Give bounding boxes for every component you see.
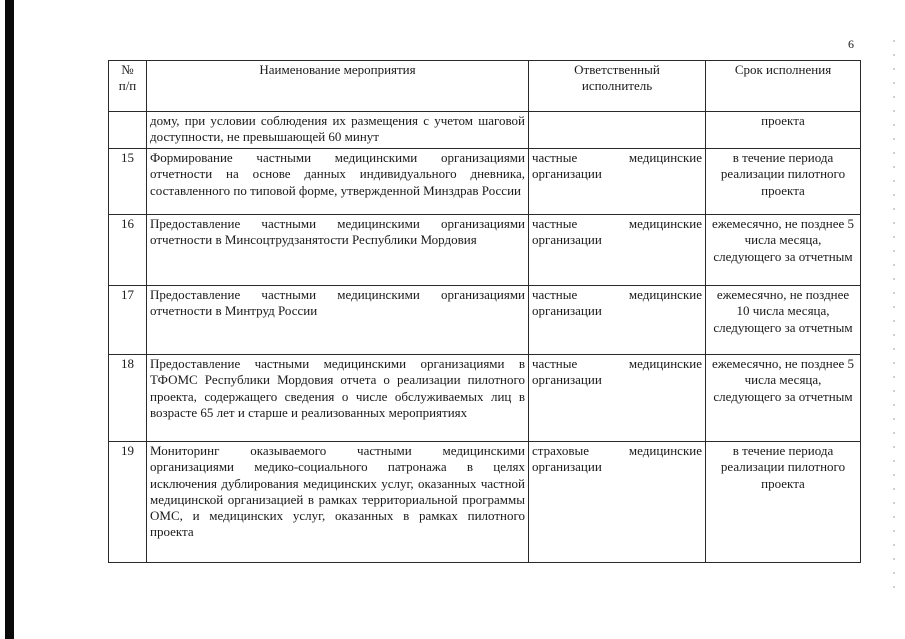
header-num: № п/п: [109, 61, 147, 112]
row-num: 15: [109, 149, 147, 215]
row-responsible: частные медицинские организации: [529, 149, 706, 215]
row-num: 19: [109, 442, 147, 563]
row-name: Мониторинг оказываемого частными медицинскими организациями медико-социального патронажа в целях исключения дублирования медицинских услуг, оказанных частной медицинской организацией в рамках территориальной программы ОМС, и медицинских услуг, оказанных в рамках пилотного проекта: [147, 442, 529, 563]
row-name: дому, при условии соблюдения их размещения с учетом шаговой доступности, не превышающей 60 минут: [147, 112, 529, 149]
row-name: Предоставление частными медицинскими организациями в ТФОМС Республики Мордовия отчета о реализации пилотного проекта, содержащего сведения о числе обслуживаемых лиц в возрасте 65 лет и старше и реализованных мероприятиях: [147, 355, 529, 442]
row-num: 17: [109, 286, 147, 355]
row-responsible: [529, 112, 706, 149]
row-term: ежемесячно, не позднее 5 числа месяца, следующего за отчетным: [706, 355, 861, 442]
table-row: [109, 442, 861, 563]
row-name: Формирование частными медицинскими организациями отчетности на основе данных индивидуального дневника, составленного по типовой форме, утвержденной Минздрав России: [147, 149, 529, 215]
row-num: [109, 112, 147, 149]
table-header-row: [109, 61, 861, 112]
row-responsible: частные медицинские организации: [529, 355, 706, 442]
row-num: 16: [109, 215, 147, 286]
row-term: ежемесячно, не позднее 5 числа месяца, следующего за отчетным: [706, 215, 861, 286]
header-responsible: Ответственный исполнитель: [529, 61, 706, 112]
events-table: [108, 60, 861, 563]
row-name: Предоставление частными медицинскими организациями отчетности в Минсоцтрудзанятости Республики Мордовия: [147, 215, 529, 286]
row-term: проекта: [706, 112, 861, 149]
table-row: [109, 286, 861, 355]
table-row: [109, 215, 861, 286]
table-row: [109, 149, 861, 215]
row-term: ежемесячно, не позднее 10 числа месяца, следующего за отчетным: [706, 286, 861, 355]
table-row: [109, 355, 861, 442]
row-responsible: частные медицинские организации: [529, 215, 706, 286]
header-term: Срок исполнения: [706, 61, 861, 112]
table-row: [109, 112, 861, 149]
page-number: 6: [848, 37, 854, 51]
row-term: в течение периода реализации пилотного проекта: [706, 442, 861, 563]
row-responsible: страховые медицинские организации: [529, 442, 706, 563]
row-responsible: частные медицинские организации: [529, 286, 706, 355]
row-name: Предоставление частными медицинскими организациями отчетности в Минтруд России: [147, 286, 529, 355]
header-name: Наименование мероприятия: [147, 61, 529, 112]
row-num: 18: [109, 355, 147, 442]
scan-left-edge: [0, 0, 22, 639]
row-term: в течение периода реализации пилотного проекта: [706, 149, 861, 215]
scan-right-marks: [893, 40, 895, 600]
